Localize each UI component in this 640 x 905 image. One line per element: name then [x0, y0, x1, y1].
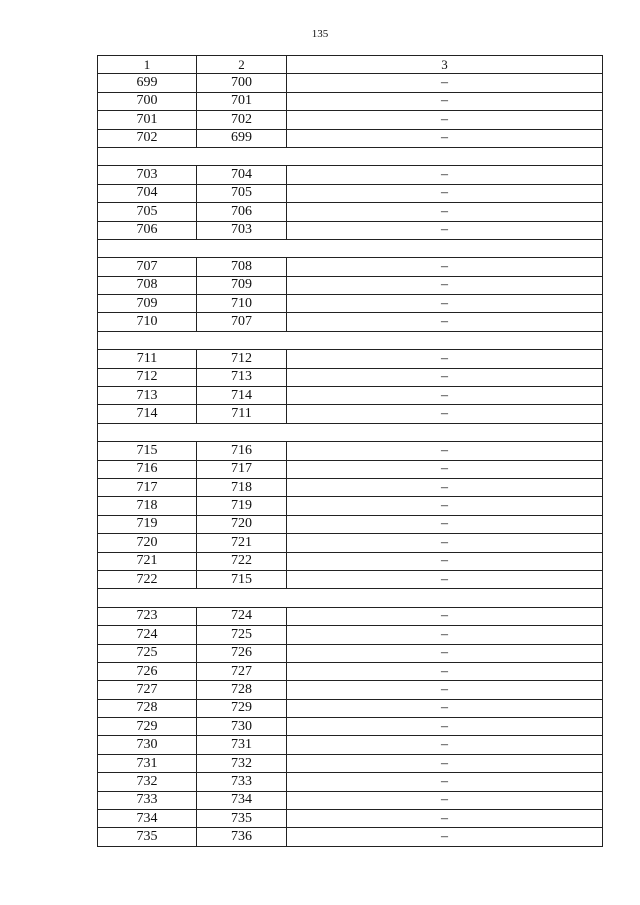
table-cell-col-2: 716	[197, 442, 287, 460]
table-cell-col-2: 707	[197, 313, 287, 331]
page-number: 135	[311, 28, 329, 40]
table-row	[98, 111, 603, 129]
table-cell-col-3: –	[287, 74, 603, 92]
table-cell-col-2: 733	[197, 773, 287, 791]
table-cell-col-1: 733	[98, 791, 197, 809]
table-cell-col-1: 731	[98, 754, 197, 772]
table-row	[98, 460, 603, 478]
table-row	[98, 810, 603, 828]
table-cell-col-1: 709	[98, 295, 197, 313]
table-cell-col-3: –	[287, 681, 603, 699]
table-cell-col-1: 719	[98, 515, 197, 533]
table-cell-col-3: –	[287, 810, 603, 828]
table-row	[98, 74, 603, 92]
table-cell-col-3: –	[287, 221, 603, 239]
table-cell-col-1: 729	[98, 718, 197, 736]
table-cell-col-1: 728	[98, 699, 197, 717]
table-cell-col-2: 714	[197, 387, 287, 405]
table-cell-col-2: 709	[197, 276, 287, 294]
table-cell-col-3: –	[287, 295, 603, 313]
table-cell-col-3: –	[287, 754, 603, 772]
table-row	[98, 203, 603, 221]
table-cell-col-1: 708	[98, 276, 197, 294]
table-cell-col-3: –	[287, 405, 603, 423]
data-table	[97, 55, 603, 847]
table-cell-col-2: 725	[197, 626, 287, 644]
table-cell-col-1: 726	[98, 662, 197, 680]
table-row	[98, 515, 603, 533]
table-body	[98, 56, 603, 847]
table-row	[98, 754, 603, 772]
table-row	[98, 405, 603, 423]
table-row	[98, 478, 603, 496]
spacer-cell	[98, 147, 603, 165]
table-row	[98, 699, 603, 717]
table-cell-col-2: 713	[197, 368, 287, 386]
table-cell-col-2: 712	[197, 350, 287, 368]
table-cell-col-2: 718	[197, 478, 287, 496]
table-cell-col-1: 724	[98, 626, 197, 644]
table-cell-col-1: 722	[98, 570, 197, 588]
table-cell-col-3: –	[287, 515, 603, 533]
table-cell-col-3: –	[287, 644, 603, 662]
table-row	[98, 166, 603, 184]
table-cell-col-1: 712	[98, 368, 197, 386]
table-cell-col-1: 710	[98, 313, 197, 331]
table-cell-col-1: 730	[98, 736, 197, 754]
table-cell-col-2: 720	[197, 515, 287, 533]
table-row	[98, 129, 603, 147]
table-cell-col-3: –	[287, 276, 603, 294]
table-row	[98, 92, 603, 110]
table-cell-col-2: 717	[197, 460, 287, 478]
table-row	[98, 534, 603, 552]
table-cell-col-2: 730	[197, 718, 287, 736]
table-spacer-row	[98, 239, 603, 257]
table-row	[98, 552, 603, 570]
table-cell-col-3: –	[287, 203, 603, 221]
table-cell-col-2: 719	[197, 497, 287, 515]
table-cell-col-1: 702	[98, 129, 197, 147]
spacer-cell	[98, 423, 603, 441]
table-row	[98, 276, 603, 294]
table-row	[98, 313, 603, 331]
table-cell-col-1: 717	[98, 478, 197, 496]
table-spacer-row	[98, 147, 603, 165]
table-spacer-row	[98, 423, 603, 441]
spacer-cell	[98, 239, 603, 257]
table-cell-col-2: 724	[197, 607, 287, 625]
table-cell-col-3: –	[287, 699, 603, 717]
table-cell-col-2: 734	[197, 791, 287, 809]
table-cell-col-2: 735	[197, 810, 287, 828]
table-cell-col-3: –	[287, 442, 603, 460]
table-cell-col-3: –	[287, 460, 603, 478]
table-cell-col-1: 732	[98, 773, 197, 791]
table-cell-col-3: –	[287, 350, 603, 368]
table-cell-col-1: 711	[98, 350, 197, 368]
table-cell-col-1: 699	[98, 74, 197, 92]
table-row	[98, 442, 603, 460]
table-cell-col-3: –	[287, 773, 603, 791]
table-cell-col-1: 705	[98, 203, 197, 221]
table-row	[98, 773, 603, 791]
table-cell-col-1: 735	[98, 828, 197, 846]
table-cell-col-3: –	[287, 626, 603, 644]
table-cell-col-2: 715	[197, 570, 287, 588]
table-cell-col-2: 722	[197, 552, 287, 570]
table-cell-col-1: 707	[98, 258, 197, 276]
table-cell-col-2: 708	[197, 258, 287, 276]
table-row	[98, 828, 603, 846]
table-row	[98, 295, 603, 313]
table-cell-col-2: 731	[197, 736, 287, 754]
table-cell-col-2: 699	[197, 129, 287, 147]
table-cell-col-1: 734	[98, 810, 197, 828]
table-cell-col-1: 721	[98, 552, 197, 570]
table-row	[98, 644, 603, 662]
table-cell-col-2: 728	[197, 681, 287, 699]
table-cell-col-3: –	[287, 497, 603, 515]
table-cell-col-1: 714	[98, 405, 197, 423]
table-cell-col-2: 710	[197, 295, 287, 313]
table-cell-col-3: –	[287, 166, 603, 184]
table-cell-col-3: –	[287, 718, 603, 736]
table-cell-col-2: 721	[197, 534, 287, 552]
column-header-3: 3	[287, 56, 603, 74]
table-row	[98, 350, 603, 368]
table-row	[98, 607, 603, 625]
table-cell-col-2: 726	[197, 644, 287, 662]
table-cell-col-1: 716	[98, 460, 197, 478]
table-row	[98, 497, 603, 515]
table-row	[98, 736, 603, 754]
table-cell-col-2: 729	[197, 699, 287, 717]
table-cell-col-1: 720	[98, 534, 197, 552]
table-row	[98, 681, 603, 699]
table-cell-col-3: –	[287, 92, 603, 110]
table-cell-col-3: –	[287, 478, 603, 496]
table-row	[98, 570, 603, 588]
table-cell-col-1: 704	[98, 184, 197, 202]
table-cell-col-1: 718	[98, 497, 197, 515]
table-cell-col-2: 711	[197, 405, 287, 423]
table-cell-col-1: 727	[98, 681, 197, 699]
table-row	[98, 368, 603, 386]
table-cell-col-1: 703	[98, 166, 197, 184]
table-cell-col-2: 732	[197, 754, 287, 772]
table-cell-col-2: 700	[197, 74, 287, 92]
table-cell-col-3: –	[287, 570, 603, 588]
table-row	[98, 662, 603, 680]
table-cell-col-3: –	[287, 368, 603, 386]
table-spacer-row	[98, 331, 603, 349]
table-row	[98, 718, 603, 736]
column-header-1: 1	[98, 56, 197, 74]
table-cell-col-3: –	[287, 111, 603, 129]
table-cell-col-3: –	[287, 313, 603, 331]
table-cell-col-1: 706	[98, 221, 197, 239]
table-cell-col-2: 703	[197, 221, 287, 239]
table-cell-col-3: –	[287, 607, 603, 625]
table-row	[98, 221, 603, 239]
table-cell-col-2: 736	[197, 828, 287, 846]
table-row	[98, 791, 603, 809]
table-row	[98, 258, 603, 276]
table-cell-col-2: 701	[197, 92, 287, 110]
table-cell-col-1: 701	[98, 111, 197, 129]
spacer-cell	[98, 331, 603, 349]
table-row	[98, 626, 603, 644]
table-cell-col-3: –	[287, 387, 603, 405]
table-row	[98, 387, 603, 405]
table-cell-col-2: 705	[197, 184, 287, 202]
table-cell-col-1: 723	[98, 607, 197, 625]
table-cell-col-2: 706	[197, 203, 287, 221]
table-cell-col-2: 727	[197, 662, 287, 680]
table-cell-col-3: –	[287, 184, 603, 202]
table-cell-col-3: –	[287, 552, 603, 570]
table-cell-col-2: 704	[197, 166, 287, 184]
table-header-row	[98, 56, 603, 74]
table-cell-col-2: 702	[197, 111, 287, 129]
spacer-cell	[98, 589, 603, 607]
table-cell-col-3: –	[287, 129, 603, 147]
column-header-2: 2	[197, 56, 287, 74]
table-cell-col-3: –	[287, 828, 603, 846]
table-cell-col-3: –	[287, 791, 603, 809]
table-cell-col-1: 715	[98, 442, 197, 460]
table-cell-col-1: 725	[98, 644, 197, 662]
table-cell-col-3: –	[287, 258, 603, 276]
table-cell-col-3: –	[287, 534, 603, 552]
table-cell-col-3: –	[287, 662, 603, 680]
table-row	[98, 184, 603, 202]
table-spacer-row	[98, 589, 603, 607]
table-cell-col-3: –	[287, 736, 603, 754]
table-cell-col-1: 700	[98, 92, 197, 110]
table-cell-col-1: 713	[98, 387, 197, 405]
